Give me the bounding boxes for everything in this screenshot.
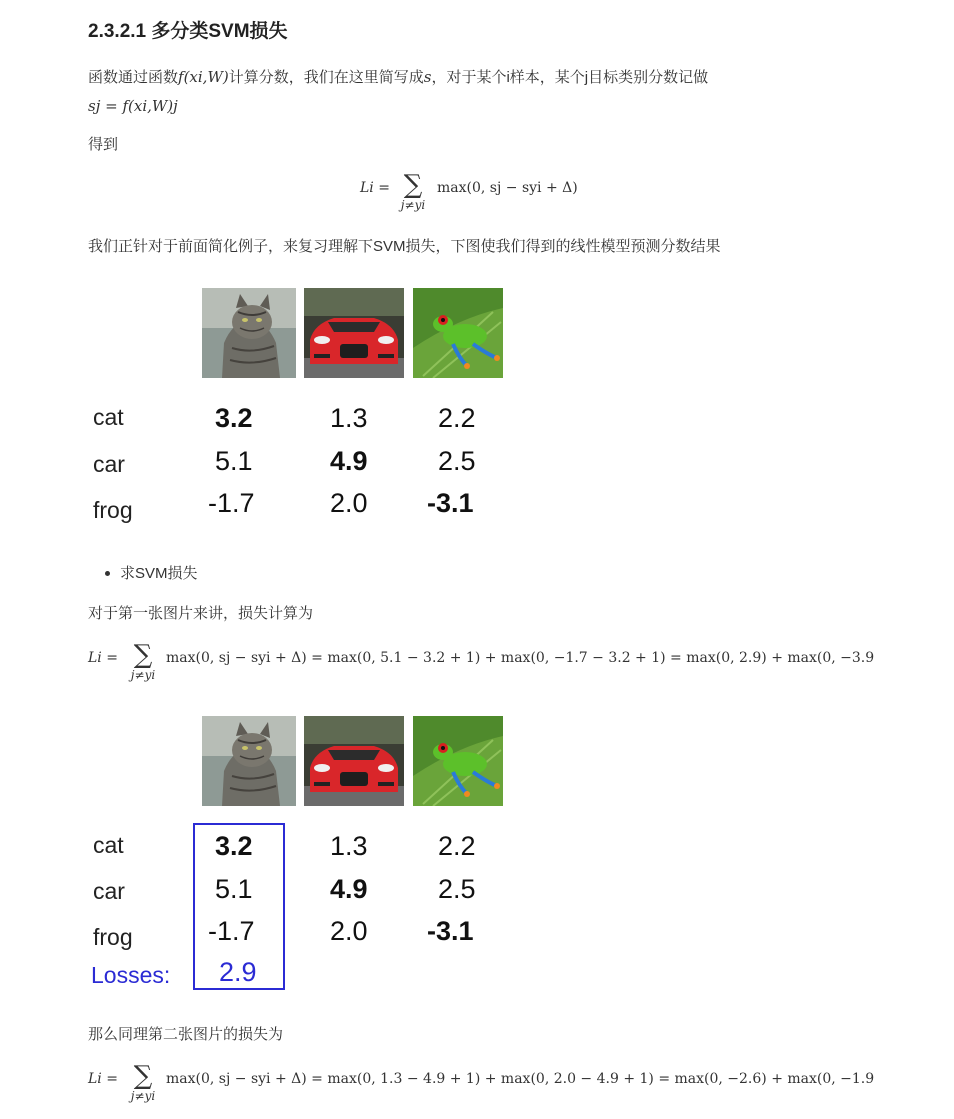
score-frog-car: 2.0 [330, 916, 368, 946]
intro-s-math: s [423, 68, 432, 86]
first-formula-lhs: Li = [88, 650, 118, 666]
intro-text-1: 函数通过函数 [88, 69, 179, 86]
second-formula-sum [122, 1063, 164, 1103]
first-formula-sum [122, 642, 164, 682]
review-paragraph: 我们正针对于前面简化例子，来复习理解下SVM损失，下图使我们得到的线性模型预测分数结果 [88, 238, 721, 255]
score-frog-cat: -1.7 [208, 916, 255, 946]
intro-paragraph [88, 67, 708, 88]
row-label-cat: cat [93, 832, 124, 858]
intro-text-2: 计算分数，我们在这里简写成 [228, 69, 424, 86]
row-label-car: car [93, 451, 125, 477]
car-image [304, 716, 404, 806]
score-frog-frog: -3.1 [427, 488, 474, 518]
row-label-frog: frog [93, 497, 133, 523]
general-formula-sum [392, 172, 434, 212]
intro-text-3: ，对于某个i样本，某个j目标类别分数记做 [431, 69, 709, 86]
bullet-text: 求SVM损失 [120, 565, 198, 582]
score-cat-car: 1.3 [330, 403, 368, 433]
row-label-frog: frog [93, 924, 133, 950]
first-image-text: 对于第一张图片来讲，损失计算为 [88, 605, 314, 622]
sum-subscript: j≠yi [130, 668, 156, 682]
intro-formula: sj = f(xi,W)j [88, 97, 178, 115]
score-cat-frog: 2.2 [438, 831, 476, 861]
sum-subscript: j≠yi [400, 198, 426, 212]
score-car-cat: 5.1 [215, 446, 253, 476]
score-car-frog: 2.5 [438, 446, 476, 476]
score-frog-frog: -3.1 [427, 916, 474, 946]
score-cat-cat: 3.2 [215, 831, 253, 861]
row-label-car: car [93, 878, 125, 904]
first-formula-body: max(0, sj − syi + Δ) = max(0, 5.1 − 3.2 + 1) + max(0, −1.7 − 3.2 + 1) = max(0, 2.9) + max(0, −3.9 [166, 650, 874, 666]
score-car-car: 4.9 [330, 874, 368, 904]
row-label-cat: cat [93, 404, 124, 430]
loss-value: 2.9 [219, 957, 257, 987]
score-cat-cat: 3.2 [215, 403, 253, 433]
sum-subscript: j≠yi [130, 1089, 156, 1103]
sigma-symbol: ∑ [133, 640, 153, 670]
second-image-text: 那么同理第二张图片的损失为 [88, 1026, 284, 1043]
general-formula-body: max(0, sj − syi + Δ) [437, 180, 578, 196]
score-car-cat: 5.1 [215, 874, 253, 904]
section-heading: 2.3.2.1 多分类SVM损失 [88, 21, 288, 42]
got-text: 得到 [88, 136, 119, 153]
score-car-frog: 2.5 [438, 874, 476, 904]
car-image [304, 288, 404, 378]
score-cat-car: 1.3 [330, 831, 368, 861]
score-cat-frog: 2.2 [438, 403, 476, 433]
general-formula-lhs: Li = [360, 180, 390, 196]
score-car-car: 4.9 [330, 446, 368, 476]
cat-image [202, 716, 296, 806]
second-formula-body: max(0, sj − syi + Δ) = max(0, 1.3 − 4.9 + 1) + max(0, 2.0 − 4.9 + 1) = max(0, −2.6) + max(0, −1.9 [166, 1071, 874, 1087]
cat-image [202, 288, 296, 378]
frog-image [413, 288, 503, 378]
sigma-symbol: ∑ [133, 1061, 153, 1091]
intro-fx-math: f(xi,W) [178, 68, 229, 86]
sigma-symbol: ∑ [403, 170, 423, 200]
bullet-dot [105, 571, 110, 576]
losses-label: Losses: [91, 962, 171, 988]
score-frog-car: 2.0 [330, 488, 368, 518]
frog-image [413, 716, 503, 806]
score-frog-cat: -1.7 [208, 488, 255, 518]
second-formula-lhs: Li = [88, 1071, 118, 1087]
